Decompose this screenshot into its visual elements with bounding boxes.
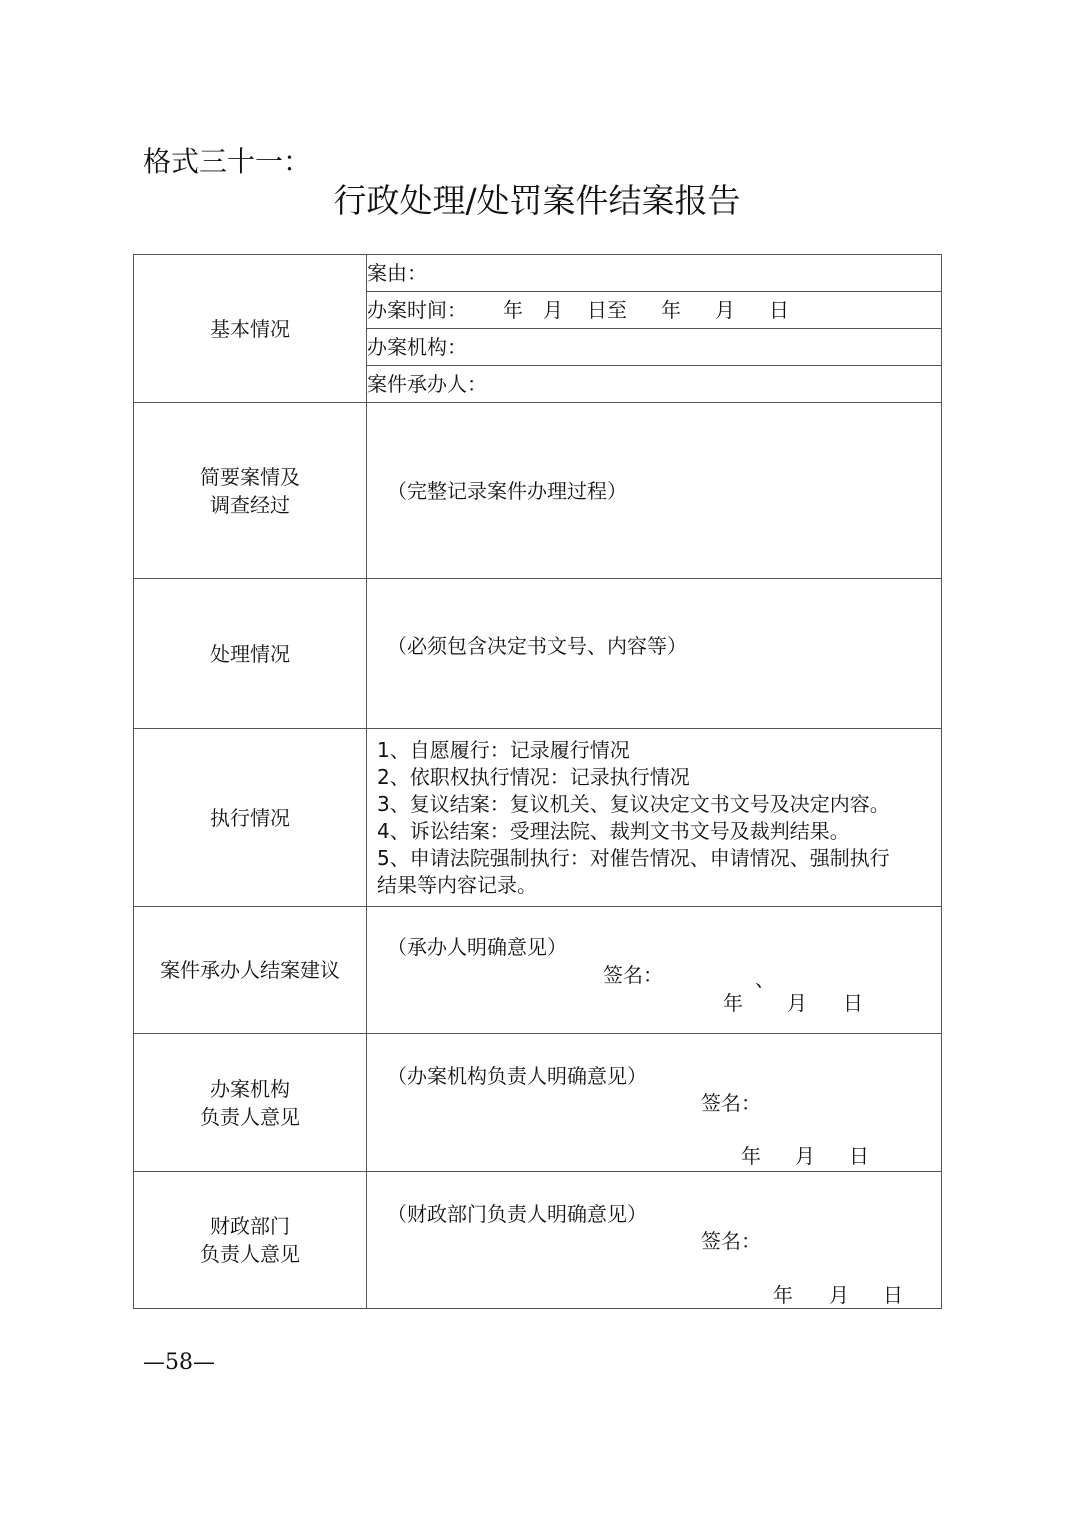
agency-opinion-row: [134, 1034, 942, 1172]
format-label: 格式三十一：: [143, 145, 312, 178]
finance-date-day: 日: [883, 1283, 903, 1307]
page-number: —58—: [143, 1350, 215, 1375]
document-title: 行政处理/处罚案件结案报告: [333, 181, 741, 220]
finance-date-month: 月: [829, 1283, 849, 1307]
finance-opinion-label-line1: 财政部门: [210, 1214, 290, 1238]
date-month-end: 月: [715, 298, 735, 322]
case-summary-label: [134, 403, 367, 579]
case-summary-row: [134, 403, 942, 579]
case-summary-label-line1: 简要案情及: [200, 464, 300, 489]
execution-item: 2、依职权执行情况：记录执行情况: [377, 764, 690, 789]
date-month-start: 月: [543, 298, 563, 322]
agency-opinion-label-line2: 负责人意见: [200, 1104, 300, 1129]
agency-date-year: 年: [741, 1144, 761, 1168]
date-day-to: 日至: [587, 298, 627, 322]
execution-item: 1、自愿履行：记录履行情况: [377, 737, 630, 762]
basic-info-label: 基本情况: [134, 255, 367, 403]
handling-agency-field: 办案机构：: [367, 329, 942, 366]
basic-info-row-reason: [134, 255, 942, 292]
handler-date-day: 日: [843, 991, 863, 1015]
handler-sign-label: 签名：: [603, 963, 663, 987]
execution-item: 4、诉讼结案：受理法院、裁判文书文号及裁判结果。: [377, 818, 850, 843]
case-reason-field: 案由：: [367, 255, 942, 292]
agency-date-day: 日: [849, 1144, 869, 1168]
handling-note: （必须包含决定书文号、内容等）: [387, 633, 687, 658]
case-summary-note: （完整记录案件办理过程）: [387, 478, 627, 503]
case-summary-content: [367, 403, 942, 579]
execution-item: 结果等内容记录。: [377, 872, 537, 897]
finance-opinion-row: [134, 1172, 942, 1309]
handler-date-year: 年: [723, 991, 743, 1015]
execution-item: 3、复议结案：复议机关、复议决定文书文号及决定内容。: [377, 791, 890, 816]
agency-date-month: 月: [795, 1144, 815, 1168]
date-day-end: 日: [769, 298, 789, 322]
handling-label: 处理情况: [134, 579, 367, 729]
finance-opinion-content: [367, 1172, 942, 1309]
handler-date-month: 月: [787, 991, 807, 1015]
handling-time-label: 办案时间：: [367, 298, 467, 322]
finance-opinion-label-line2: 负责人意见: [200, 1242, 300, 1266]
agency-sign-label: 签名：: [701, 1091, 761, 1115]
agency-opinion-label-line1: 办案机构: [210, 1076, 290, 1101]
handler-sign-separator: 、: [755, 967, 775, 991]
handling-content: [367, 579, 942, 729]
execution-list: [367, 731, 941, 905]
case-closing-report-table: [133, 254, 942, 1309]
execution-label: 执行情况: [134, 729, 367, 907]
date-year-start: 年: [503, 298, 523, 322]
agency-opinion-content: [367, 1034, 942, 1172]
handler-opinion-row: [134, 907, 942, 1034]
handler-opinion-note: （承办人明确意见）: [387, 935, 567, 959]
case-summary-label-line2: 调查经过: [210, 492, 290, 517]
agency-opinion-note: （办案机构负责人明确意见）: [387, 1064, 647, 1088]
agency-opinion-label: [134, 1034, 367, 1172]
execution-row: [134, 729, 942, 907]
handler-opinion-label: 案件承办人结案建议: [134, 907, 367, 1034]
finance-date-year: 年: [773, 1283, 793, 1307]
execution-content: [367, 729, 942, 907]
finance-opinion-label: [134, 1172, 367, 1309]
execution-item: 5、申请法院强制执行：对催告情况、申请情况、强制执行: [377, 845, 890, 870]
handling-time-field: [367, 292, 942, 329]
handler-opinion-content: [367, 907, 942, 1034]
finance-opinion-note: （财政部门负责人明确意见）: [387, 1202, 647, 1226]
case-handler-field: 案件承办人：: [367, 366, 942, 403]
date-year-end: 年: [661, 298, 681, 322]
handling-row: [134, 579, 942, 729]
finance-sign-label: 签名：: [701, 1229, 761, 1253]
